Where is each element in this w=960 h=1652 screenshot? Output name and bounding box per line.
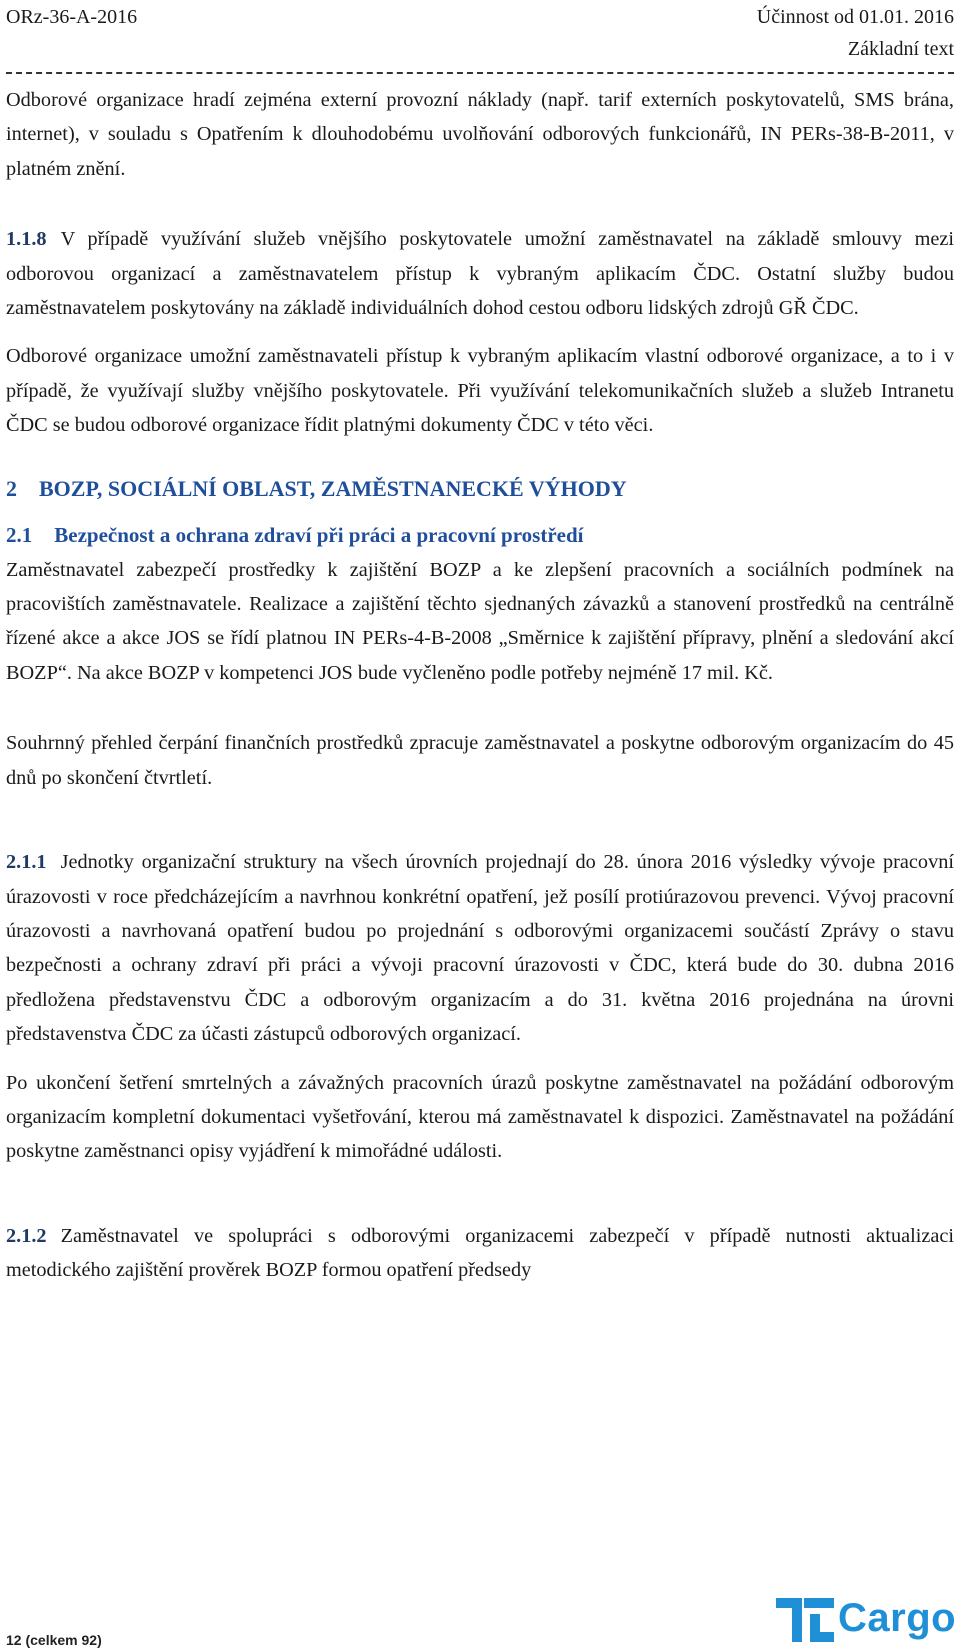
paragraph-2-1-1 [6,845,954,1051]
clause-number: 2.1.2 [6,1224,47,1247]
document-id: ORz-36-A-2016 [6,6,138,28]
effective-date: Účinnost od 01.01. 2016 [756,6,954,28]
subsection-heading [6,517,954,553]
header-divider [6,72,954,74]
clause-number: 2.1.1 [6,851,47,874]
section-number: 2 [6,475,17,501]
clause-text: V případě využívání služeb vnějšího poskytovatele umožní zaměstnavatel na základě smlouvy mezi odborovou organizací a zaměstnavatelem přístup k vybraným aplikacím ČDC. Ostatní služby budou zaměstnavatelem poskytovány na základě individuálních dohod cestou odboru lidských zdrojů GŘ ČDC. [6,228,954,320]
paragraph-2-1-2 [6,1219,954,1288]
paragraph-access: Odborové organizace umožní zaměstnavateli přístup k vybraným aplikacím vlastní odborové organizace, a to i v případě, že využívají služby vnějšího poskytovatele. Při využívání telekomunikačních služeb a služeb Intranetu ČDC se budou odborové organizace řídit platnými dokumenty ČDC v této věci. [6,345,954,437]
paragraph-injuries: Po ukončení šetření smrtelných a závažných pracovních úrazů poskytne zaměstnavatel na požádání odborovým organizacím kompletní dokumentaci vyšetřování, kterou má zaměstnavatel k dispozici. Zaměstnavatel na požádání poskytne zaměstnanci opisy vyjádření k mimořádné události. [6,1071,954,1163]
clause-text: Jednotky organizační struktury na všech úrovních projednají do 28. února 2016 výsledky vývoje pracovní úrazovosti v roce předcházejícím a navrhnou konkrétní opatření, jež posílí protiúrazovou prevenci. Vývoj pracovní úrazovosti a navrhovaná opatření budou po projednání s odborovými organizacemi součástí Zprávy o stavu bezpečnosti a ochrany zdraví při práci a vývoji pracovní úrazovosti v ČDC, která bude do 30. dubna 2016 předložena představenstvu ČDC a odborovým organizacím a do 31. května 2016 projednána na úrovni představenstva ČDC za účasti zástupců odborových organizací. [6,851,954,1046]
paragraph-1-1-8 [6,222,954,325]
subsection-title: Bezpečnost a ochrana zdraví při práci a pracovní prostředí [54,522,584,547]
section-heading [6,469,954,509]
clause-text: Zaměstnavatel ve spolupráci s odborovými organizacemi zabezpečí v případě nutnosti aktualizaci metodického zajištění prověrek BOZP formou opatření předsedy [6,1224,954,1282]
paragraph-bozp: Zaměstnavatel zabezpečí prostředky k zajištění BOZP a ke zlepšení pracovních a sociálních podmínek na pracovištích zaměstnavatele. Realizace a zajištění těchto sjednaných závazků a stanovení prostředků na centrálně řízené akce a akce JOS se řídí platnou IN PERs-4-B-2008 „Směrnice k zajištění přípravy, plnění a sledování akcí BOZP“. Na akce BOZP v kompetenci JOS bude vyčleněno podle potřeby nejméně 17 mil. Kč. [6,558,954,684]
subsection-number: 2.1 [6,522,33,547]
paragraph-intro: Odborové organizace hradí zejména externí provozní náklady (např. tarif externích poskytovatelů, SMS brána, internet), v souladu s Opatřením k dlouhodobému uvolňování odborových funkcionářů, IN PERs-38-B-2011, v platném znění. [6,89,954,180]
cd-logo-icon [776,1596,836,1646]
section-label: Základní text [847,38,954,60]
paragraph-summary: Souhrnný přehled čerpání finančních prostředků zpracuje zaměstnavatel a poskytne odborovým organizacím do 45 dnů po skončení čtvrtletí. [6,732,954,789]
page-number: 12 (celkem 92) [6,1632,102,1648]
document-body [6,83,954,1288]
clause-number: 1.1.8 [6,228,47,251]
cd-cargo-logo [776,1596,956,1648]
section-title: BOZP, SOCIÁLNÍ OBLAST, ZAMĚSTNANECKÉ VÝHODY [39,475,627,501]
logo-wordmark: Cargo [838,1596,957,1640]
